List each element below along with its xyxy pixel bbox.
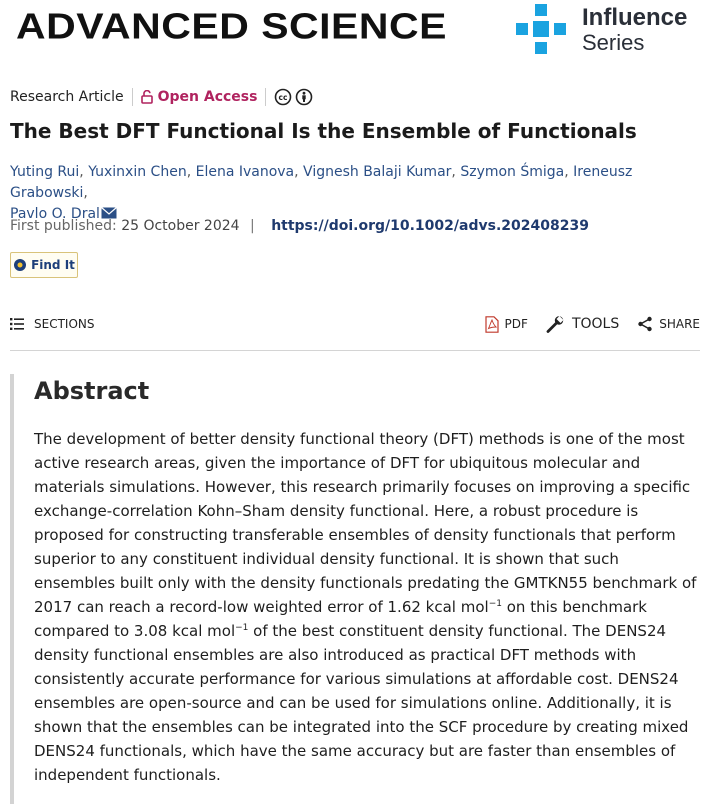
open-access-label: Open Access (157, 89, 258, 105)
author-list: Yuting Rui, Yuxinxin Chen, Elena Ivanova, Vignesh Balaji Kumar, Szymon Śmiga, Ireneusz Grabowski, Pavlo O. Dral (10, 164, 633, 222)
share-label: SHARE (659, 317, 700, 331)
pdf-button[interactable] (485, 316, 528, 333)
pdf-label: PDF (504, 317, 528, 331)
tools-button[interactable] (546, 315, 619, 333)
article-type: Research Article (10, 89, 124, 105)
author-link[interactable]: Pavlo O. Dral (10, 206, 100, 222)
open-lock-icon (141, 90, 153, 104)
badge-subtitle: Series (582, 30, 645, 55)
share-button[interactable] (637, 316, 700, 332)
article-meta (10, 86, 316, 108)
journal-logo[interactable]: ADVANCED SCIENCE (16, 6, 447, 47)
article-title: The Best DFT Functional Is the Ensemble of Functionals (10, 119, 637, 143)
sections-label: SECTIONS (34, 317, 95, 331)
plus-cross-icon (516, 4, 566, 54)
article-toolbar (10, 312, 700, 336)
badge-title: Influence (582, 4, 688, 31)
author-link[interactable]: Szymon Śmiga (460, 164, 565, 180)
abstract-accent-bar (10, 374, 14, 804)
separator: | (250, 218, 255, 234)
author-link[interactable]: Yuxinxin Chen (88, 164, 187, 180)
abstract-text: The development of better density functional theory (DFT) methods is one of the most active research areas, given the importance of DFT for ubiquitous molecular and materials simulations. However, this research primarily focuses on improving a specific exchange-correlation Kohn–Sham density functional. Here, a robust procedure is proposed for constructing transferable ensembles of density functionals that perform superior to any constituent individual density functional. It is shown that such ensembles built only with the density functionals predating the GMTKN55 benchmark of 2017 can reach a record-low weighted error of 1.62 kcal mol$^{-1}$ on this benchmark compared to 3.08 kcal mol$^{-1}$ of the best constituent density functional. The DENS24 density functional ensembles are also introduced as practical DFT methods with consistently accurate performance for various simulations at affordable cost. DENS24 ensembles are open-source and can be used for simulations online. Additionally, it is shown that the ensembles can be integrated into the SCF procedure by creating mixed DENS24 functionals, which have the same accuracy but are faster than ensembles of independent functionals. (34, 430, 697, 784)
author-link[interactable]: Vignesh Balaji Kumar (303, 164, 452, 180)
find-it-label: Find It (31, 258, 75, 272)
divider (265, 88, 266, 106)
find-it-button[interactable] (10, 252, 78, 278)
open-access-badge[interactable] (141, 89, 258, 105)
pdf-icon (485, 316, 499, 333)
tools-label: TOOLS (571, 316, 620, 332)
toolbar-divider (10, 350, 700, 351)
divider (132, 88, 133, 106)
share-icon (637, 316, 653, 332)
author-link[interactable]: Ireneusz Grabowski (10, 164, 633, 201)
author-link[interactable]: Elena Ivanova (195, 164, 295, 180)
first-published-date: 25 October 2024 (121, 218, 240, 234)
creative-commons-icon (274, 88, 292, 106)
license-icons[interactable] (274, 88, 316, 106)
author-link[interactable]: Yuting Rui (10, 164, 80, 180)
doi-link[interactable]: https://doi.org/10.1002/advs.202408239 (271, 218, 589, 234)
wrench-icon (546, 315, 566, 333)
publication-info (10, 218, 589, 234)
find-it-icon (13, 258, 27, 272)
first-published-label: First published: (10, 218, 117, 234)
list-icon (10, 318, 24, 330)
sections-button[interactable] (10, 317, 95, 331)
attribution-icon (295, 88, 313, 106)
abstract-heading: Abstract (34, 377, 150, 405)
svg-text:cc: cc (279, 93, 288, 103)
